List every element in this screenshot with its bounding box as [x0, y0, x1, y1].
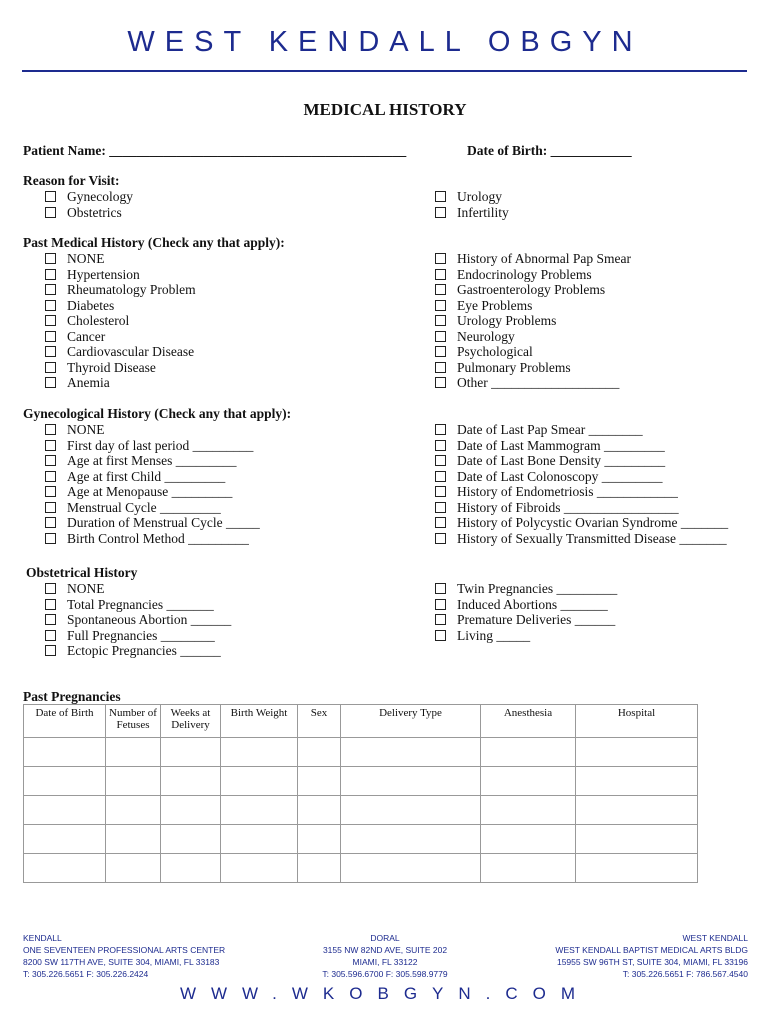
- west-line3: T: 305.226.5651 F: 786.567.4540: [622, 969, 748, 979]
- table-cell[interactable]: [298, 738, 341, 767]
- date-of-birth-field[interactable]: Date of Birth: ____________: [467, 143, 632, 158]
- checkbox-label: Menstrual Cycle _________: [67, 499, 221, 515]
- gynecological-history-heading: Gynecological History (Check any that apply):: [23, 406, 292, 421]
- checkbox-label: First day of last period _________: [67, 437, 254, 453]
- checkbox[interactable]: [45, 362, 56, 373]
- checkbox-item[interactable]: [435, 531, 728, 547]
- checkbox-item[interactable]: [435, 282, 631, 298]
- table-cell[interactable]: [481, 854, 576, 883]
- checkbox-item[interactable]: [45, 205, 133, 221]
- table-cell[interactable]: [576, 767, 698, 796]
- kendall-line2: 8200 SW 117TH AVE, SUITE 304, MIAMI, FL 33183: [23, 957, 220, 967]
- checkbox-item[interactable]: [435, 612, 617, 628]
- checkbox[interactable]: [435, 599, 446, 610]
- footer-west-kendall: [555, 932, 748, 980]
- table-row: [24, 825, 698, 854]
- checkbox-label: Rheumatology Problem: [67, 282, 196, 297]
- table-cell[interactable]: [298, 796, 341, 825]
- website-url[interactable]: WWW.WKOBGYN.COM: [179, 984, 591, 1003]
- checkbox-label: Hypertension: [67, 266, 140, 282]
- checkbox[interactable]: [45, 630, 56, 641]
- checkbox-item[interactable]: [45, 360, 196, 376]
- column-header: Sex: [298, 705, 341, 738]
- checkbox-item[interactable]: [45, 282, 196, 298]
- checkbox-item[interactable]: [45, 453, 260, 469]
- table-cell[interactable]: [221, 738, 298, 767]
- checkbox-item[interactable]: [45, 531, 260, 547]
- checkbox-label: Date of Last Colonoscopy _________: [457, 468, 663, 484]
- kendall-line1: ONE SEVENTEEN PROFESSIONAL ARTS CENTER: [23, 945, 226, 955]
- checkbox[interactable]: [435, 284, 446, 295]
- checkbox-item[interactable]: [435, 189, 509, 205]
- checkbox[interactable]: [45, 269, 56, 280]
- checkbox-item[interactable]: [435, 597, 617, 613]
- footer-kendall: [23, 932, 225, 980]
- checkbox-item[interactable]: [435, 484, 728, 500]
- checkbox-item[interactable]: [45, 515, 260, 531]
- table-cell[interactable]: [481, 738, 576, 767]
- checkbox-item[interactable]: [435, 375, 631, 391]
- checkbox[interactable]: [45, 346, 56, 357]
- checkbox[interactable]: [435, 253, 446, 264]
- column-header: Number of Fetuses: [106, 705, 161, 738]
- checkbox[interactable]: [435, 315, 446, 326]
- table-header-row: [24, 705, 698, 738]
- checkbox-item[interactable]: [45, 581, 231, 597]
- table-cell[interactable]: [576, 854, 698, 883]
- checkbox-item[interactable]: [435, 360, 631, 376]
- checkbox-label: Obstetrics: [67, 204, 122, 220]
- kendall-name: KENDALL: [23, 933, 62, 943]
- checkbox[interactable]: [435, 362, 446, 373]
- checkbox-item[interactable]: [45, 313, 196, 329]
- checkbox-label: Total Pregnancies _______: [67, 596, 214, 612]
- checkbox-label: Induced Abortions _______: [457, 596, 608, 612]
- checkbox-item[interactable]: [45, 469, 260, 485]
- reason-left-list: [45, 189, 133, 220]
- checkbox[interactable]: [45, 377, 56, 388]
- checkbox-label: Date of Last Bone Density _________: [457, 453, 666, 468]
- checkbox-label: NONE: [67, 251, 105, 266]
- doral-line2: MIAMI, FL 33122: [352, 957, 418, 967]
- pmh-left-list: [45, 251, 196, 391]
- table-cell[interactable]: [341, 767, 481, 796]
- obstetrical-history-heading: Obstetrical History: [26, 565, 138, 580]
- checkbox-label: NONE: [67, 422, 105, 437]
- checkbox[interactable]: [45, 599, 56, 610]
- table-row: [24, 767, 698, 796]
- table-cell[interactable]: [576, 825, 698, 854]
- checkbox-item[interactable]: [45, 597, 231, 613]
- west-name: WEST KENDALL: [682, 933, 748, 943]
- checkbox-label: Cholesterol: [67, 313, 130, 328]
- checkbox[interactable]: [435, 502, 446, 513]
- doral-line1: 3155 NW 82ND AVE, SUITE 202: [322, 945, 448, 955]
- checkbox-label: Endocrinology Problems: [457, 266, 592, 282]
- table-cell[interactable]: [106, 738, 161, 767]
- checkbox-label: Other ___________________: [457, 375, 620, 390]
- kendall-line3: T: 305.226.5651 F: 305.226.2424: [23, 969, 149, 979]
- gyn-right-list: [435, 422, 728, 546]
- checkbox-label: Urology Problems: [457, 313, 557, 328]
- column-header: Birth Weight: [221, 705, 298, 738]
- doral-name: DORAL: [370, 933, 400, 943]
- checkbox-label: Neurology: [457, 328, 515, 344]
- checkbox[interactable]: [45, 253, 56, 264]
- checkbox[interactable]: [45, 486, 56, 497]
- checkbox-label: Age at first Menses _________: [67, 453, 237, 468]
- checkbox-item[interactable]: [435, 329, 631, 345]
- checkbox-item[interactable]: [435, 267, 631, 283]
- checkbox-label: Anemia: [67, 375, 110, 390]
- checkbox-label: Psychological: [457, 344, 533, 359]
- column-header: Date of Birth: [24, 705, 106, 738]
- checkbox-item[interactable]: [45, 628, 231, 644]
- checkbox[interactable]: [435, 377, 446, 388]
- table-cell[interactable]: [24, 738, 106, 767]
- table-cell[interactable]: [298, 854, 341, 883]
- table-cell[interactable]: [161, 796, 221, 825]
- table-cell[interactable]: [341, 796, 481, 825]
- column-header: Delivery Type: [341, 705, 481, 738]
- table-cell[interactable]: [576, 796, 698, 825]
- checkbox-label: History of Abnormal Pap Smear: [457, 251, 631, 266]
- checkbox-item[interactable]: [45, 189, 133, 205]
- checkbox-label: Age at Menopause _________: [67, 484, 233, 499]
- checkbox[interactable]: [45, 583, 56, 594]
- table-cell[interactable]: [481, 767, 576, 796]
- table-cell[interactable]: [341, 825, 481, 854]
- gyn-left-list: [45, 422, 260, 546]
- table-cell[interactable]: [106, 825, 161, 854]
- checkbox-label: Date of Last Mammogram _________: [457, 437, 665, 453]
- checkbox-item[interactable]: [435, 469, 728, 485]
- checkbox[interactable]: [435, 207, 446, 218]
- table-cell[interactable]: [106, 854, 161, 883]
- table-cell[interactable]: [221, 825, 298, 854]
- checkbox[interactable]: [435, 583, 446, 594]
- column-header: Hospital: [576, 705, 698, 738]
- checkbox-item[interactable]: [45, 484, 260, 500]
- checkbox-label: Spontaneous Abortion ______: [67, 612, 232, 627]
- form-title: MEDICAL HISTORY: [303, 100, 467, 119]
- footer-doral: [290, 932, 480, 980]
- checkbox[interactable]: [435, 471, 446, 482]
- checkbox-item[interactable]: [45, 329, 196, 345]
- past-pregnancies-table: [23, 704, 698, 883]
- checkbox-item[interactable]: [45, 643, 231, 659]
- table-cell[interactable]: [341, 738, 481, 767]
- table-cell[interactable]: [481, 796, 576, 825]
- checkbox[interactable]: [45, 207, 56, 218]
- table-cell[interactable]: [24, 767, 106, 796]
- reason-right-list: [435, 189, 509, 220]
- column-header: Anesthesia: [481, 705, 576, 738]
- table-cell[interactable]: [221, 796, 298, 825]
- table-cell[interactable]: [298, 825, 341, 854]
- checkbox-label: Thyroid Disease: [67, 359, 156, 375]
- checkbox-label: Eye Problems: [457, 297, 533, 313]
- checkbox-item[interactable]: [435, 628, 617, 644]
- checkbox-item[interactable]: [45, 612, 231, 628]
- checkbox[interactable]: [435, 269, 446, 280]
- table-row: [24, 796, 698, 825]
- table-cell[interactable]: [24, 854, 106, 883]
- checkbox-label: Urology: [457, 189, 502, 204]
- checkbox-label: History of Sexually Transmitted Disease _______: [457, 530, 727, 546]
- table-cell[interactable]: [24, 825, 106, 854]
- checkbox-label: History of Endometriosis ____________: [457, 484, 678, 499]
- checkbox-label: Living _____: [457, 627, 531, 643]
- checkbox[interactable]: [45, 284, 56, 295]
- checkbox-item[interactable]: [45, 500, 260, 516]
- doral-line3: T: 305.596.6700 F: 305.598.9779: [322, 969, 448, 979]
- header-divider: [22, 70, 747, 72]
- checkbox-item[interactable]: [45, 298, 196, 314]
- checkbox-label: NONE: [67, 581, 105, 596]
- past-pregnancies-heading: Past Pregnancies: [23, 689, 121, 704]
- table-cell[interactable]: [106, 796, 161, 825]
- table-row: [24, 738, 698, 767]
- checkbox-label: Age at first Child _________: [67, 468, 226, 484]
- table-cell[interactable]: [298, 767, 341, 796]
- checkbox[interactable]: [435, 191, 446, 202]
- checkbox-item[interactable]: [435, 500, 728, 516]
- checkbox-label: Gynecology: [67, 189, 133, 204]
- checkbox[interactable]: [45, 517, 56, 528]
- checkbox-item[interactable]: [435, 453, 728, 469]
- pmh-right-list: [435, 251, 631, 391]
- reason-for-visit-heading: Reason for Visit:: [23, 173, 120, 188]
- checkbox[interactable]: [435, 331, 446, 342]
- checkbox-label: Date of Last Pap Smear ________: [457, 422, 643, 437]
- column-header: Weeks at Delivery: [161, 705, 221, 738]
- table-cell[interactable]: [161, 767, 221, 796]
- checkbox[interactable]: [45, 315, 56, 326]
- checkbox-item[interactable]: [435, 581, 617, 597]
- table-cell[interactable]: [341, 854, 481, 883]
- checkbox-item[interactable]: [45, 344, 196, 360]
- checkbox-label: Ectopic Pregnancies ______: [67, 643, 221, 658]
- obs-left-list: [45, 581, 231, 659]
- patient-name-field[interactable]: Patient Name: ____________________________________________: [23, 143, 407, 158]
- obs-right-list: [435, 581, 617, 643]
- table-cell[interactable]: [221, 854, 298, 883]
- table-cell[interactable]: [106, 767, 161, 796]
- checkbox-item[interactable]: [45, 375, 196, 391]
- checkbox-label: History of Polycystic Ovarian Syndrome _______: [457, 515, 729, 530]
- checkbox[interactable]: [435, 630, 446, 641]
- checkbox-label: Infertility: [457, 204, 509, 220]
- table-cell[interactable]: [24, 796, 106, 825]
- checkbox[interactable]: [435, 455, 446, 466]
- checkbox-item[interactable]: [435, 313, 631, 329]
- checkbox-item[interactable]: [435, 205, 509, 221]
- checkbox[interactable]: [435, 346, 446, 357]
- table-cell[interactable]: [161, 738, 221, 767]
- table-cell[interactable]: [576, 738, 698, 767]
- practice-name-header: WEST KENDALL OBGYN: [127, 26, 643, 58]
- checkbox[interactable]: [435, 424, 446, 435]
- checkbox[interactable]: [435, 440, 446, 451]
- checkbox-label: Cardiovascular Disease: [67, 344, 195, 359]
- past-medical-history-heading: Past Medical History (Check any that apply):: [23, 235, 285, 250]
- checkbox[interactable]: [45, 614, 56, 625]
- checkbox[interactable]: [45, 645, 56, 656]
- checkbox-item[interactable]: [435, 251, 631, 267]
- checkbox-item[interactable]: [45, 267, 196, 283]
- checkbox[interactable]: [45, 440, 56, 451]
- checkbox[interactable]: [45, 191, 56, 202]
- checkbox-label: Duration of Menstrual Cycle _____: [67, 515, 260, 530]
- checkbox-label: History of Fibroids _________________: [457, 499, 679, 515]
- checkbox[interactable]: [435, 533, 446, 544]
- checkbox-item[interactable]: [435, 298, 631, 314]
- checkbox[interactable]: [435, 486, 446, 497]
- checkbox-item[interactable]: [45, 251, 196, 267]
- checkbox[interactable]: [45, 331, 56, 342]
- checkbox-label: Twin Pregnancies _________: [457, 581, 618, 596]
- checkbox-item[interactable]: [45, 422, 260, 438]
- checkbox-label: Full Pregnancies ________: [67, 627, 215, 643]
- checkbox[interactable]: [45, 533, 56, 544]
- checkbox[interactable]: [45, 300, 56, 311]
- table-row: [24, 854, 698, 883]
- table-cell[interactable]: [161, 854, 221, 883]
- checkbox-label: Gastroenterology Problems: [457, 282, 606, 297]
- checkbox-label: Birth Control Method _________: [67, 530, 249, 546]
- table-cell[interactable]: [221, 767, 298, 796]
- checkbox[interactable]: [435, 614, 446, 625]
- table-cell[interactable]: [161, 825, 221, 854]
- table-cell[interactable]: [481, 825, 576, 854]
- west-line1: WEST KENDALL BAPTIST MEDICAL ARTS BLDG: [555, 945, 748, 955]
- checkbox-item[interactable]: [45, 438, 260, 454]
- checkbox[interactable]: [45, 471, 56, 482]
- checkbox[interactable]: [45, 455, 56, 466]
- west-line2: 15955 SW 96TH ST, SUITE 304, MIAMI, FL 33196: [556, 957, 748, 967]
- checkbox-item[interactable]: [435, 515, 728, 531]
- checkbox[interactable]: [45, 424, 56, 435]
- checkbox-item[interactable]: [435, 438, 728, 454]
- checkbox[interactable]: [45, 502, 56, 513]
- checkbox[interactable]: [435, 300, 446, 311]
- checkbox-label: Premature Deliveries ______: [457, 612, 616, 627]
- checkbox-item[interactable]: [435, 344, 631, 360]
- checkbox-label: Cancer: [67, 328, 106, 344]
- checkbox-item[interactable]: [435, 422, 728, 438]
- checkbox-label: Pulmonary Problems: [457, 359, 571, 375]
- checkbox[interactable]: [435, 517, 446, 528]
- checkbox-label: Diabetes: [67, 297, 115, 313]
